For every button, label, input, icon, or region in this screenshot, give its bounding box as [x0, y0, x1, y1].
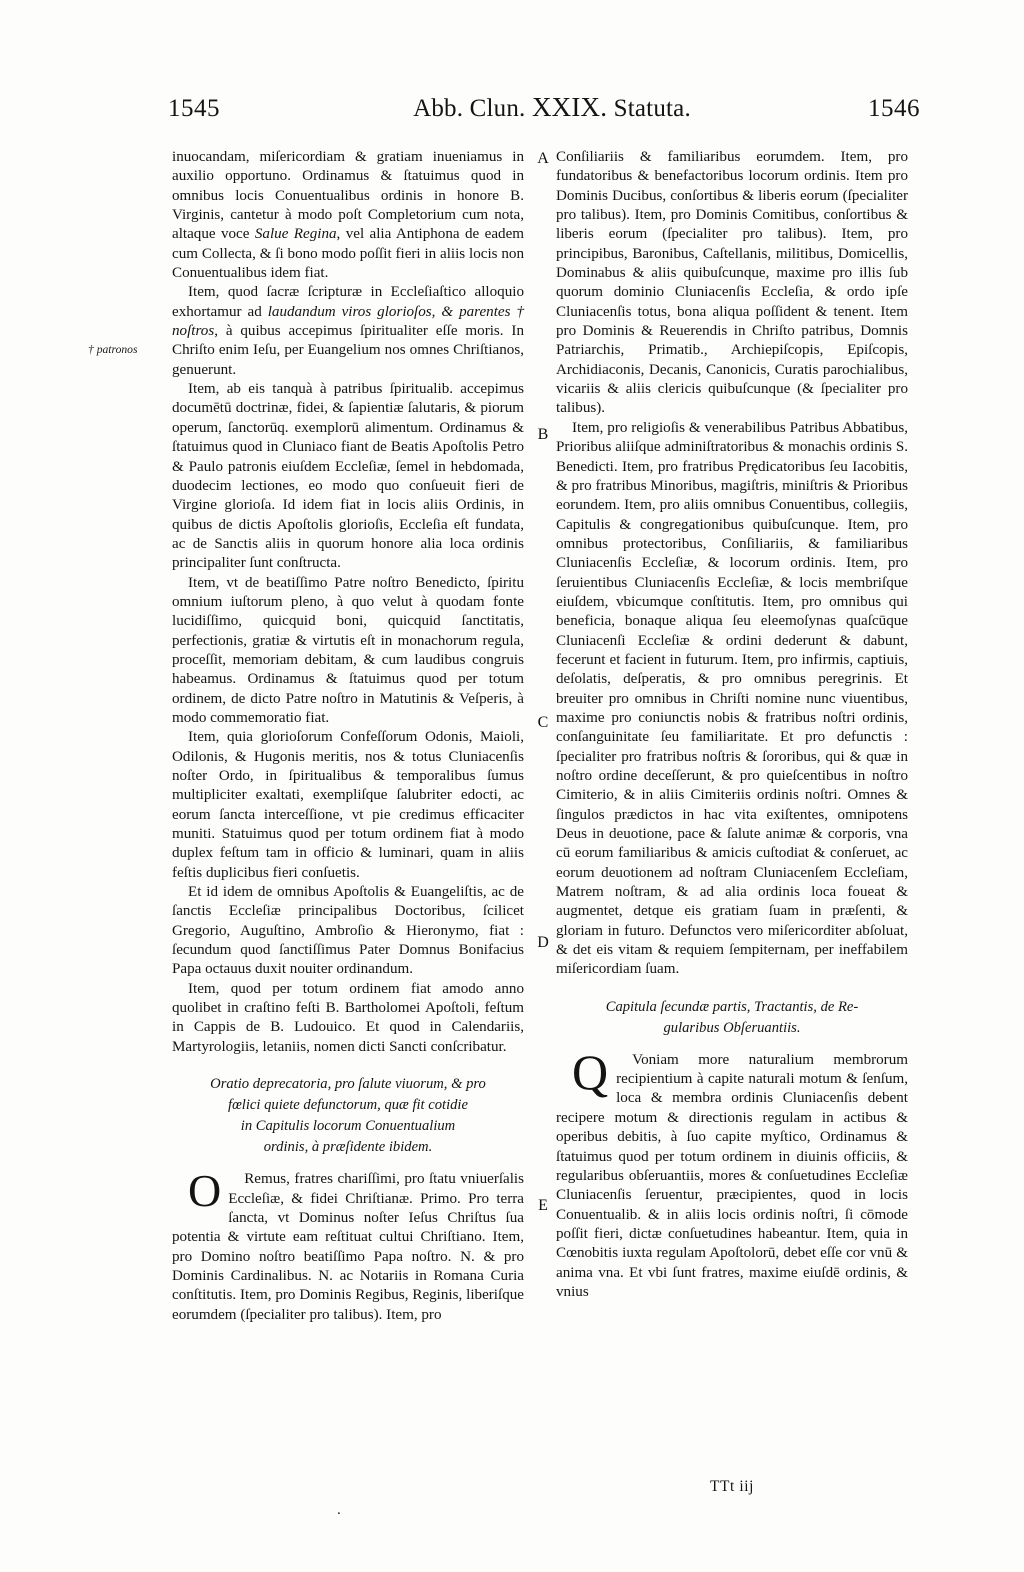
margin-letter-d: D: [537, 934, 549, 951]
section-heading-capitula: [560, 997, 904, 1039]
paragraph: Et id idem de omnibus Apoſtolis & Euangeliſtis, ac de ſanctis Eccleſiæ principalibus Doctoribus, ſcilicet Gregorio, Auguſtino, Ambroſio & Hieronymo, fiat : ſecundum quod ſanctiſſimus Pater Domnus Bonifacius Papa octauus duxit nouiter ordinandum.: [172, 884, 524, 978]
paragraph-text-cont: , à quibus accepimus ſpiritualiter eſſe moris. In Chriſto enim Ieſu, per Euangelium nos omnes Chriſtianos, genuerunt.: [172, 323, 524, 378]
paragraph: Conſiliariis & familiaribus eorumdem. Item, pro fundatoribus & benefactoribus locorum ordinis. Item pro Dominis Ducibus, conſortibus & liberis eorum (ſpecialiter pro talibus). Item, pro Dominis Comitibus, conſortibus & liberis eorum (ſpecialiter pro talibus). Item, pro principibus, Baronibus, Caſtellanis, militibus, Domicellis, Dominabus & aliis quibuſcunque, maxime pro illis ſub quorum dominio Cluniacenſis Eccleſia, & ordo ipſe Cluniacenſis totus, bona aliqua poſſident & tenent. Item pro Dominis & Reuerendis in Chriſto patribus, Domnis Patriarchis, Primatib., Archiepiſcopis, Epiſcopis, Archidiaconis, Decanis, Canonicis, Curatis parochialibus, vicariis & aliis clericis quibuſcunque (& ſpecialiter pro talibus).: [556, 149, 908, 417]
drop-cap-o: O: [188, 1165, 222, 1217]
italic-phrase: laudandum viros glorioſos, & parentes † noſtros: [172, 303, 524, 340]
folio-number-right: 1546: [867, 95, 920, 122]
paragraph-text: Voniam more naturalium membrorum recipientium à capite naturali motum & ſenſum, loca & membra ordinis Cluniacenſis debent recipere motum & directionis regulam in actibus & operibus debitis, à ſuo capite myſtico, Ordinamus & ſtatuimus quod per totum ordinem in diuinis officiis, & regularibus obſeruantiis, mores & conſuetudines Eccleſiæ Cluniacenſis ſeruentur, præcipientes, quod in locis Conuentualib. & in aliis locis ordinis noſtri, ſi cōmode poſſit fieri, dictæ conſuetudines habeantur. Item, quia in Cœnobitis iuxta regulam Apoſtolorū, debet eſſe cor vnū & anima vna. Et vbi ſunt fratres, maxime eiuſdē ordinis, & vnius: [556, 1051, 908, 1300]
right-text-column: [556, 148, 908, 1302]
heading-line: ordinis, à præſidente ibidem.: [263, 1139, 433, 1156]
running-head: [168, 92, 920, 126]
paragraph-text: inuocandam, miſericordiam & gratiam inueniamus in auxilio opportuno. Ordinamus & ſtatuimus quod in omnibus locis Conuentualibus ordinis in honore B. Virginis, cantetur à modo poſt Completorium cum nota, altaque voce: [172, 149, 524, 243]
paragraph: [172, 283, 524, 380]
margin-note-patronos: † patronos: [88, 343, 138, 356]
margin-letter-a: A: [537, 150, 549, 167]
heading-line: fœlici quiete defunctorum, quæ fit cotidie: [228, 1097, 468, 1114]
paragraph-text: Item, quod ſacræ ſcripturæ in Eccleſiaſtico alloquio exhortamur ad: [172, 284, 524, 320]
margin-letter-c: C: [537, 714, 549, 731]
drop-cap-q: Q: [572, 1043, 609, 1100]
heading-line: gularibus Obſeruantiis.: [663, 1019, 801, 1036]
paragraph-text: Remus, fratres chariſſimi, pro ſtatu vniuerſalis Eccleſiæ, & fidei Chriſtianæ. Primo. Pro terra ſancta, vt Dominus noſter Ieſus Chriſtus ſua potentia & virtute eam reſtituat cultui Chriſtiano. Item, pro Domino noſtro beatiſſimo Papa noſtro. N. & pro Dominis Cardinalibus. N. ac Notariis in Romana Curia conſtitutis. Item, pro Dominis Regibus, Reginis, liberiſque eorumdem (ſpecialiter pro talibus). Item, pro: [172, 1171, 524, 1323]
paragraph: Item, pro religioſis & venerabilibus Patribus Abbatibus, Prioribus aliiſque adminiſtratoribus & monachis ordinis S. Benedicti. Item, pro fratribus Prędicatoribus ſeu Iacobitis, & pro fratribus Minoribus, magiſtris, miniſtris & Prioribus eorundem. Item, pro aliis omnibus Conuentibus, collegiis, Capitulis & congregationibus quibuſcunque. Item, pro omnibus protectoribus, Conſiliariis, & familiaribus Cluniacenſis Eccleſiæ, & locorum ordinis. Item, pro ſeruientibus Cluniacenſis Eccleſiæ, & locis membriſque eiuſdem, vbicumque conſtitutis. Item, pro omnibus qui beneficia, bonaque aliqua ſeu eleemoſynas quaſcūque Cluniacenſi Eccleſiæ & ordini dederunt & dabunt, fecerunt et facient in futurum. Item, pro infirmis, captiuis, deſolatis, deſperatis, & pro omnibus peregrinis. Et breuiter pro omnibus in Chriſti nomine nunc viuentibus, maxime pro coniunctis nobis & fratribus noſtri ordinis, conſanguinitate ſeu familiaritate. Et pro defunctis : ſpecialiter pro fratribus noſtris & ſororibus, qui & quæ in noſtro ordine deceſſerunt, & pro quieſcentibus in noſtro Cimiterio, & in aliis Cimiteriis ordinis noſtri. Omnes & ſingulos prædictos in hac vita exiſtentes, omnipotens Deus in deuotione, pace & ſalute animæ & corporis, vna cū eorum familiaribus & amicis cuſtodiat & conſeruet, ac eorum deuotionem ad noſtram Cluniacenſem Eccleſiam, Matrem noſtram, & ad alia ordinis loca foueat & augmentet, detque eis gratiam ſuam in præſenti, & gloriam in futuro. Defunctos vero miſericorditer abſoluat, & det eis vitam & requiem ſempiternam, per ineffabilem miſericordiam ſuam.: [556, 419, 908, 978]
heading-line: Capitula ſecundæ partis, Tractantis, de Re-: [605, 998, 859, 1015]
margin-letter-e: E: [538, 1197, 548, 1214]
paragraph-with-dropcap: [556, 1043, 908, 1302]
margin-letter-b: B: [537, 426, 549, 443]
section-heading-oratio: [176, 1074, 520, 1158]
paragraph: Item, ab eis tanquà à patribus ſpiritualib. accepimus documētū doctrinæ, fidei, & ſapientiæ ſalutaris, & piorum operum, ſanctorūq. exemplorū alimentum. Ordinamus & ſtatuimus quod in Cluniaco fiant de Beatis Apoſtolis Petro & Paulo patronis eiuſdem Eccleſiæ, ſemel in hebdomada, duodecim lectiones, eo modo quo conſueuit fieri de Virgine glorioſa. Id idem fiat in locis aliis Ordinis, in quibus de dictis Apoſtolis glorioſis, Eccleſia eſt fundata, ac de Sanctis aliis in quorum honore alia loca ordinis principaliter ſunt conſtructa.: [172, 381, 524, 572]
page-title: [413, 92, 691, 123]
left-text-column: [172, 148, 524, 1325]
page-title-numeral: XXIX.: [531, 92, 608, 122]
paragraph: Item, vt de beatiſſimo Patre noſtro Benedicto, ſpiritu omnium iuſtorum pleno, à quo velut à quodam fonte lucidiſſimo, quicquid boni, quicquid ſanctitatis, perfectionis, gratiæ & virtutis eſt in monachorum regula, proceſſit, memoriam debitam, & cum laudibus congruis habeamus. Ordinamus & ſtatuimus quod per totum ordinem, de dicto Patre noſtro in Matutinis & Veſperis, à modo commemoratio fiat.: [172, 574, 524, 726]
paragraph: [172, 148, 524, 283]
folio-number-left: 1545: [168, 95, 220, 122]
paragraph-text-cont: , vel alia Antiphona de eadem cum Collecta, & ſi bono modo poſſit fieri in aliis locis non Conuentualibus idem fiat.: [172, 226, 525, 282]
signature-mark: TTt iij: [710, 1478, 754, 1495]
paragraph: Item, quia glorioſorum Confeſſorum Odonis, Maioli, Odilonis, & Hugonis meritis, nos & totus Cluniacenſis noſter Ordo, in ſpiritualibus & temporalibus ſumus multipliciter exaltati, exempliſque ſalubriter edocti, ac eorum ſancta interceſſione, vt pie credimus efficaciter muniti. Statuimus quod per totum ordinem fiat à modo duplex feſtum tam in officio & luminari, quam in aliis feſtis duplicibus fieri conſuetis.: [172, 729, 524, 881]
heading-line: in Capitulis locorum Conuentualium: [240, 1118, 456, 1135]
page-title-abbreviation: Abb. Clun.: [413, 95, 532, 122]
heading-line: Oratio deprecatoria, pro ſalute viuorum, & pro: [210, 1076, 486, 1093]
italic-phrase: Salue Regina: [254, 226, 337, 243]
paragraph-with-dropcap: [172, 1165, 524, 1325]
footer-dot: .: [337, 1502, 341, 1518]
page-title-word: Statuta.: [607, 95, 691, 122]
paragraph: Item, quod per totum ordinem fiat amodo anno quolibet in craſtino feſti B. Bartholomei Apoſtoli, feſtum in Cappis de B. Ludouico. Et quod in Calendariis, Martyrologiis, letaniis, nomen dicti Sancti conſcribatur.: [172, 980, 524, 1055]
